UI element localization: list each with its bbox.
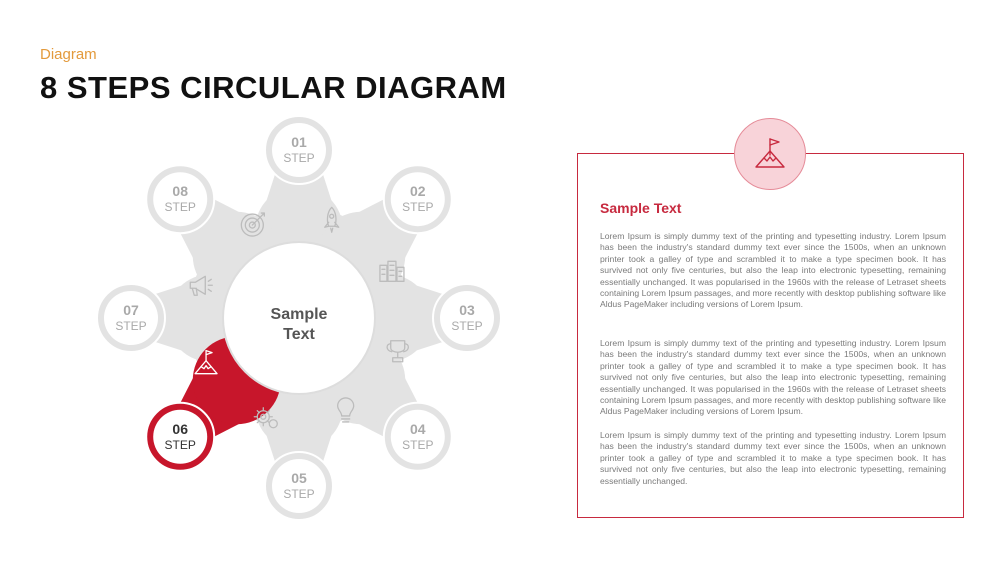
step-01-label: STEP: [283, 151, 315, 165]
center-circle: [223, 242, 375, 394]
step-08-number: 08: [172, 183, 188, 200]
step-05-number: 05: [291, 470, 307, 486]
panel-paragraph-3: Lorem Ipsum is simply dummy text of the printing and typesetting industry. Lorem Ipsum has been the industry's standard dummy text ever since the 1500s, when an unknown printer took a galley of type and scrambled it to make a type specimen book. It has survived not only five centuries, but also the leap into electronic typesetting, remaining essentially unchanged.: [600, 430, 946, 486]
step-04-number: 04: [410, 420, 426, 437]
center-label-line1: Sample: [270, 306, 328, 323]
eyebrow-label: Diagram: [40, 46, 97, 63]
step-02-label: STEP: [402, 200, 434, 215]
step-05-label: STEP: [283, 487, 315, 501]
step-07-number: 07: [123, 302, 139, 318]
page-title: 8 STEPS CIRCULAR DIAGRAM: [40, 70, 507, 105]
content-panel: [577, 153, 964, 518]
step-06-number: 06: [172, 420, 188, 437]
step-03-label: STEP: [451, 319, 483, 333]
step-03-number: 03: [459, 302, 475, 318]
step-08-label: STEP: [164, 200, 196, 215]
panel-badge: [734, 118, 806, 190]
step-02-number: 02: [410, 183, 426, 200]
step-06-label: STEP: [164, 437, 196, 452]
step-01-number: 01: [291, 134, 307, 150]
panel-paragraph-1: Lorem Ipsum is simply dummy text of the printing and typesetting industry. Lorem Ipsum has been the industry's standard dummy text ever since the 1500s, when an unknown printer took a galley of type and scrambled it to make a type specimen book. It has survived not only five centuries, but also the leap into electronic typesetting, remaining essentially unchanged. It was popularised in the 1960s with the release of Letraset sheets containing Lorem Ipsum passages, and more recently with desktop publishing software like Aldus PageMaker including versions of Lorem Ipsum.: [600, 231, 946, 310]
step-04-label: STEP: [402, 437, 434, 452]
center-label-line2: Text: [283, 326, 315, 343]
panel-title: Sample Text: [600, 200, 682, 216]
step-07-label: STEP: [115, 319, 147, 333]
panel-paragraph-2: Lorem Ipsum is simply dummy text of the printing and typesetting industry. Lorem Ipsum has been the industry's standard dummy text ever since the 1500s, when an unknown printer took a galley of type and scrambled it to make a type specimen book. It has survived not only five centuries, but also the leap into electronic typesetting, remaining essentially unchanged. It was popularised in the 1960s with the release of Letraset sheets containing Lorem Ipsum passages, and more recently with desktop publishing software like Aldus PageMaker including versions of Lorem Ipsum.: [600, 338, 946, 417]
mountain-flag-icon: [753, 133, 789, 177]
